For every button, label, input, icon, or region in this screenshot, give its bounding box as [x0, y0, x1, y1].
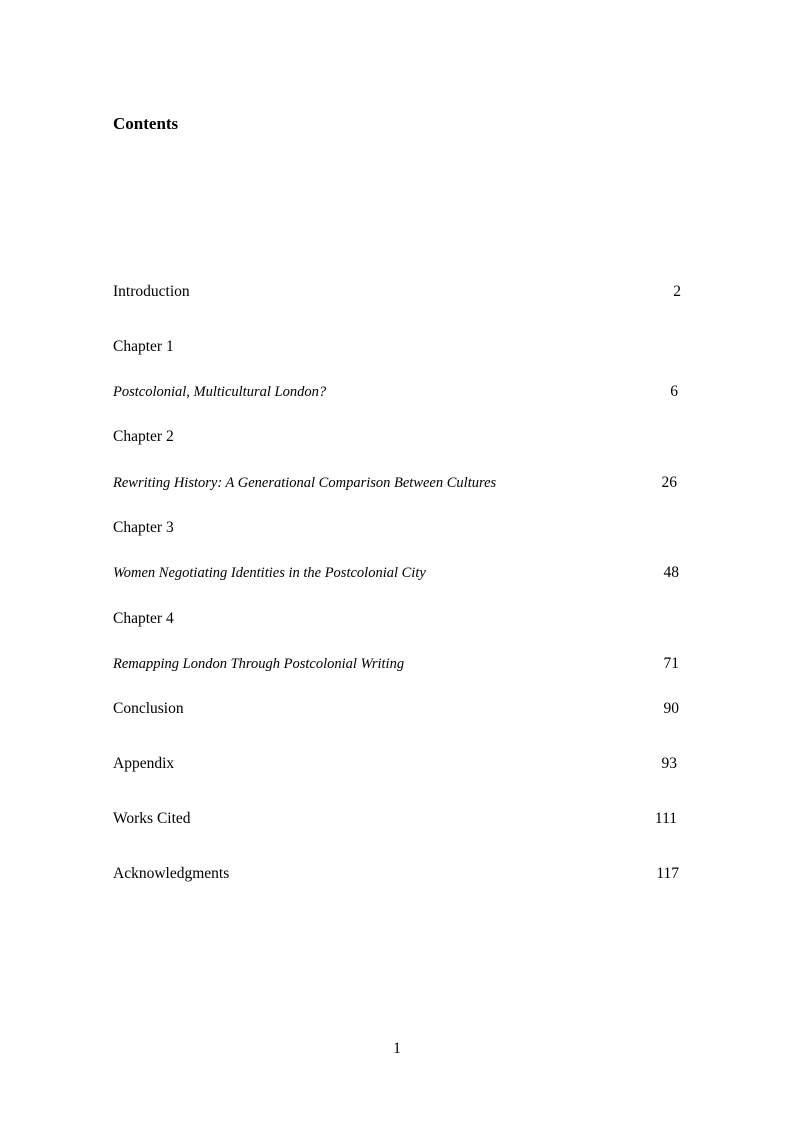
toc-works-cited-page: 111	[654, 810, 677, 827]
toc-acknowledgments-page: 117	[656, 865, 679, 882]
page-title: Contents	[113, 114, 179, 133]
toc-chapter1-page: 6	[670, 383, 678, 400]
toc-chapter2-title: Rewriting History: A Generational Comparison Between Cultures	[113, 475, 497, 491]
toc-chapter3-page: 48	[663, 564, 679, 581]
toc-chapter1-label: Chapter 1	[113, 338, 174, 355]
toc-works-cited-label: Works Cited	[113, 810, 191, 827]
toc-acknowledgments-label: Acknowledgments	[113, 865, 230, 882]
toc-chapter2-label: Chapter 2	[113, 428, 174, 445]
toc-appendix-page: 93	[661, 755, 677, 772]
toc-chapter2-page: 26	[661, 474, 677, 491]
toc-chapter3-title: Women Negotiating Identities in the Postcolonial City	[113, 565, 426, 581]
toc-chapter4-label: Chapter 4	[113, 610, 174, 627]
toc-introduction-label: Introduction	[113, 283, 190, 300]
toc-chapter3-label: Chapter 3	[113, 519, 174, 536]
toc-chapter4-title: Remapping London Through Postcolonial Writing	[113, 656, 405, 672]
toc-conclusion-label: Conclusion	[113, 700, 184, 717]
toc-appendix-label: Appendix	[113, 755, 175, 772]
page-number: 1	[393, 1040, 401, 1057]
toc-conclusion-page: 90	[663, 700, 679, 717]
toc-chapter1-title: Postcolonial, Multicultural London?	[113, 384, 327, 400]
toc-introduction-page: 2	[673, 283, 681, 300]
toc-chapter4-page: 71	[663, 655, 679, 672]
